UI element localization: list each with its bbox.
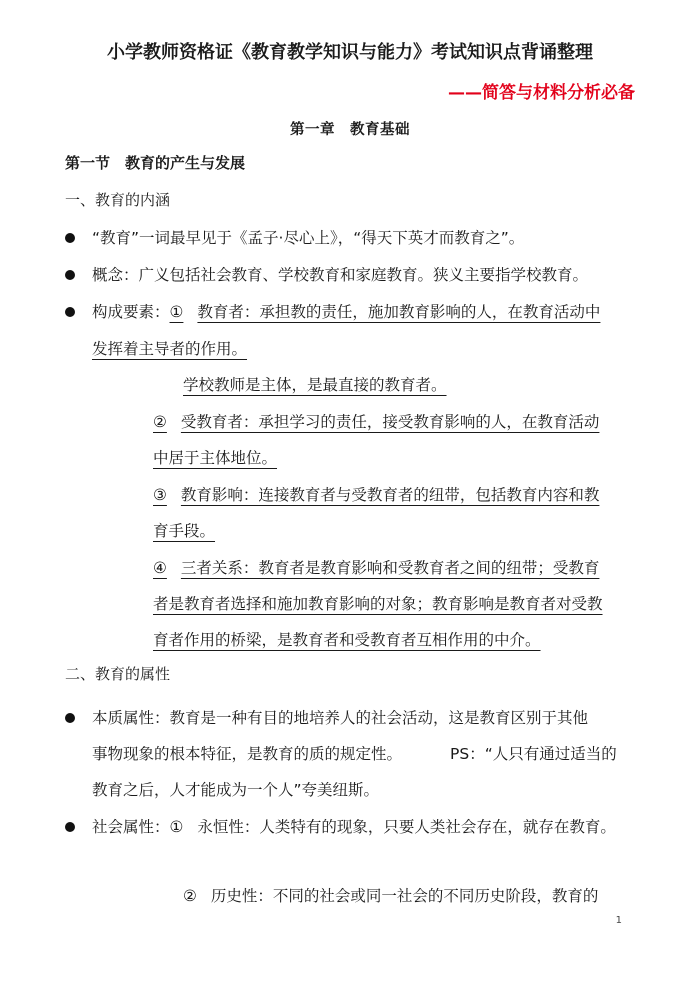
element4-line1-wrap [153,556,599,578]
element3-line2-wrap [153,519,215,541]
document-subtitle: ——简答与材料分析必备 [448,83,635,103]
social2-number: ② [183,887,197,905]
part2-heading: 二、教育的属性 [65,665,171,683]
social1-text: 永恒性：人类特有的现象，只要人类社会存在，就存在教育。 [197,818,616,836]
essence-line2: 事物现象的根本特征，是教育的质的规定性。 [92,745,403,763]
page-number: 1 [615,915,622,926]
bullet-icon [65,713,75,723]
element2-line2: 中居于主体地位。 [153,449,278,467]
bullet-icon [65,307,75,317]
element4-line3-wrap [153,628,541,650]
part1-heading: 一、教育的内涵 [65,191,171,209]
part1-bullet1-text: “教育”一词最早见于《孟子·尽心上》，“得天下英才而教育之”。 [92,229,525,247]
essence-line2-wrap [92,742,617,764]
elements-lead: 构成要素： [92,303,170,321]
bullet-icon [65,270,75,280]
elements-line1 [92,300,600,322]
part1-bullet2-text: 概念：广义包括社会教育、学校教育和家庭教育。狭义主要指学校教育。 [92,266,589,284]
element1-line2: 发挥着主导者的作用。 [92,340,248,358]
social1-number: ① [169,818,184,836]
social2-line-wrap [183,884,598,906]
element4-line1: 三者关系：教育者是教育影响和受教育者之间的纽带；受教育 [180,559,600,577]
bullet-icon [65,233,75,243]
element2-line2-wrap [153,446,277,468]
element2-number: ② [153,413,167,431]
element4-number: ④ [153,559,167,577]
essence-line1: 本质属性：教育是一种有目的地培养人的社会活动，这是教育区别于其他 [92,709,589,727]
essence-ps: PS：“人只有通过适当的 [450,745,617,763]
element4-line3: 育者作用的桥梁，是教育者和受教育者互相作用的中介。 [153,631,541,649]
element3-line1-wrap [153,483,599,505]
element3-line2: 育手段。 [153,522,216,540]
element1-line3: 学校教师是主体，是最直接的教育者。 [183,376,447,394]
social-lead: 社会属性： [92,818,170,836]
element1-line1: 教育者：承担教的责任，施加教育影响的人，在教育活动中 [197,303,601,321]
section-heading: 第一节 教育的产生与发展 [65,154,246,172]
element4-line2-wrap [153,592,603,614]
element2-line1-wrap [153,410,599,432]
bullet-icon [65,822,75,832]
element3-number: ③ [153,486,167,504]
element4-line2: 者是教育者选择和施加教育影响的对象；教育影响是教育者对受教 [153,595,603,613]
social2-text: 历史性：不同的社会或同一社会的不同历史阶段，教育的 [210,887,599,905]
social-line1 [92,815,616,837]
element3-line1: 教育影响：连接教育者与受教育者的纽带，包括教育内容和教 [180,486,600,504]
element1-line2-wrap [92,337,247,359]
chapter-heading: 第一章 教育基础 [290,122,410,138]
essence-line3: 教育之后，人才能成为一个人”夸美纽斯。 [92,781,380,799]
element1-line3-wrap [183,373,447,395]
element2-line1: 受教育者：承担学习的责任，接受教育影响的人，在教育活动 [180,413,600,431]
document-title: 小学教师资格证《教育教学知识与能力》考试知识点背诵整理 [107,42,593,63]
element1-number: ① [169,303,184,321]
